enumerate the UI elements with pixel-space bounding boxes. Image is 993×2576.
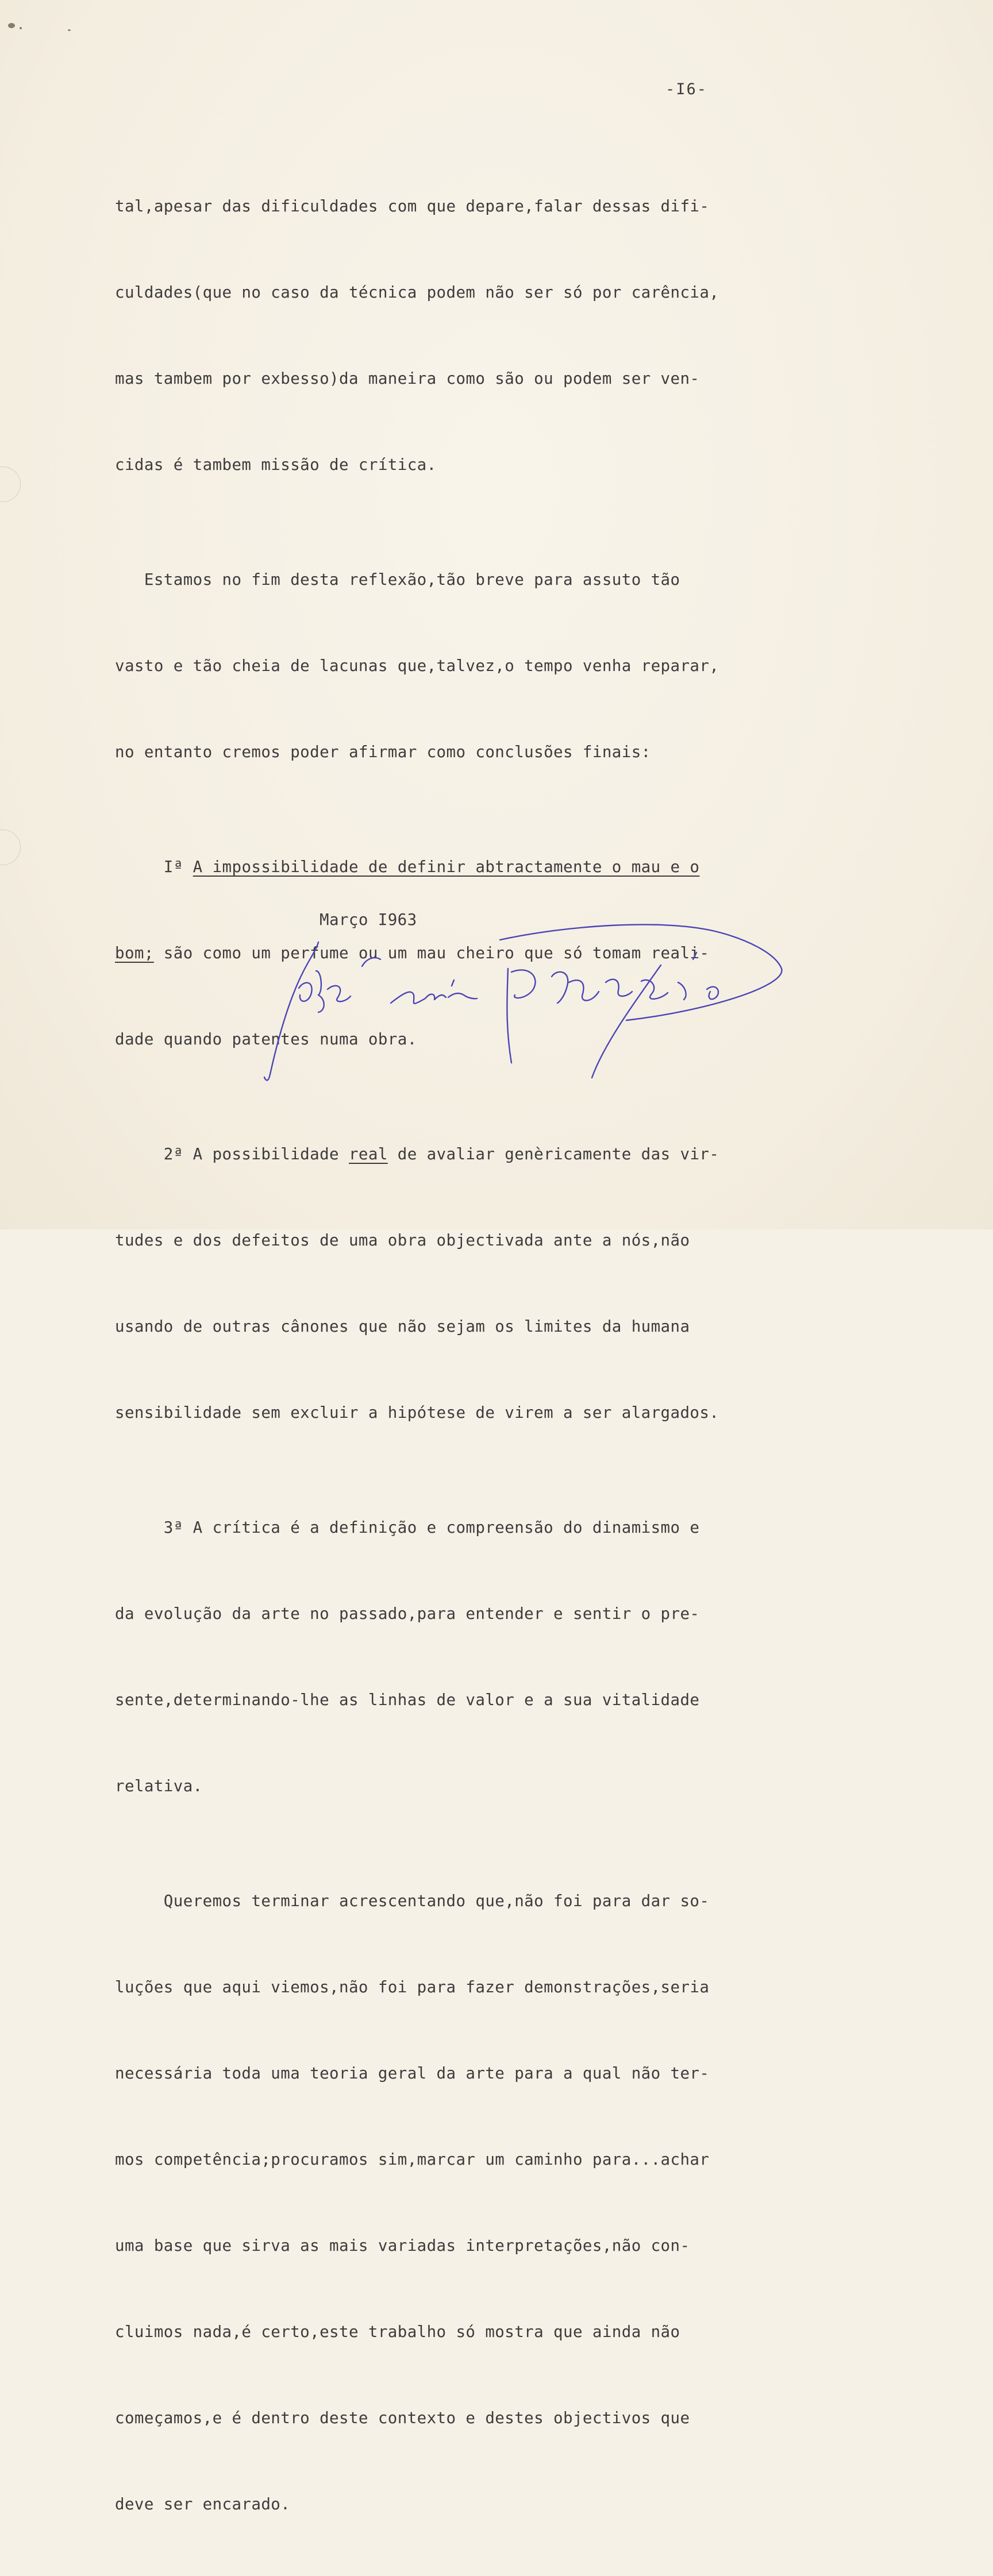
text-line: da evolução da arte no passado,para entender e sentir o pre- bbox=[115, 1605, 700, 1623]
text-line bbox=[115, 1140, 828, 1169]
text-line: culdades(que no caso da técnica podem não ser só por carência, bbox=[115, 283, 719, 302]
text-line: Estamos no fim desta reflexão,tão breve para assuto tão bbox=[115, 570, 680, 589]
underlined-text: A impossibilidade de definir abtractamente o mau e o bbox=[193, 858, 700, 876]
text-line: tal,apesar das dificuldades com que depare,falar dessas difi- bbox=[115, 197, 710, 215]
text-line: deve ser encarado. bbox=[115, 2495, 291, 2513]
text-line: uma base que sirva as mais variadas interpretações,não con- bbox=[115, 2236, 690, 2255]
punch-hole bbox=[0, 830, 21, 865]
text-line: sensibilidade sem excluir a hipótese de virem a ser alargados. bbox=[115, 1403, 719, 1422]
text-line: usando de outras cânones que não sejam os limites da humana bbox=[115, 1317, 690, 1336]
text-line: tudes e dos defeitos de uma obra objectivada ante a nós,não bbox=[115, 1231, 690, 1250]
text-line: necessária toda uma teoria geral da arte para a qual não ter- bbox=[115, 2064, 710, 2083]
text-line: relativa. bbox=[115, 1777, 203, 1795]
text-line: Queremos terminar acrescentando que,não foi para dar so- bbox=[115, 1892, 710, 1910]
page-number: -I6- bbox=[665, 80, 708, 98]
handwritten-signature bbox=[259, 885, 799, 1092]
conclusion-marker: Iª bbox=[115, 858, 193, 876]
text-span: são como um perfume ou um mau cheiro que só tomam reali- bbox=[153, 944, 710, 962]
text-line: sente,determinando-lhe as linhas de valor e a sua vitalidade bbox=[115, 1691, 700, 1709]
text-line: no entanto cremos poder afirmar como conclusões finais: bbox=[115, 743, 651, 761]
text-line: 3ª A crítica é a definição e compreensão do dinamismo e bbox=[115, 1518, 700, 1537]
underlined-text: real bbox=[348, 1145, 388, 1163]
text-line: mos competência;procuramos sim,marcar um caminho para...achar bbox=[115, 2150, 710, 2169]
text-line: cluimos nada,é certo,este trabalho só mostra que ainda não bbox=[115, 2323, 680, 2341]
date-line: Março I963 bbox=[320, 911, 417, 929]
text-line: luções que aqui viemos,não foi para fazer demonstrações,seria bbox=[115, 1978, 710, 1996]
text-line: mas tambem por exbesso)da maneira como são ou podem ser ven- bbox=[115, 369, 700, 388]
text-line: começamos,e é dentro deste contexto e destes objectivos que bbox=[115, 2409, 690, 2427]
text-line: vasto e tão cheia de lacunas que,talvez,o tempo venha reparar, bbox=[115, 657, 719, 675]
punch-hole bbox=[0, 466, 21, 502]
text-line: cidas é tambem missão de crítica. bbox=[115, 456, 437, 474]
text-line bbox=[115, 853, 828, 881]
text-span: de avaliar genèricamente das vir- bbox=[387, 1145, 719, 1163]
text-line: dade quando patentes numa obra. bbox=[115, 1030, 417, 1048]
text-span: 2ª A possibilidade bbox=[115, 1145, 349, 1163]
typed-text bbox=[115, 134, 828, 2576]
underlined-text: bom; bbox=[115, 944, 154, 962]
